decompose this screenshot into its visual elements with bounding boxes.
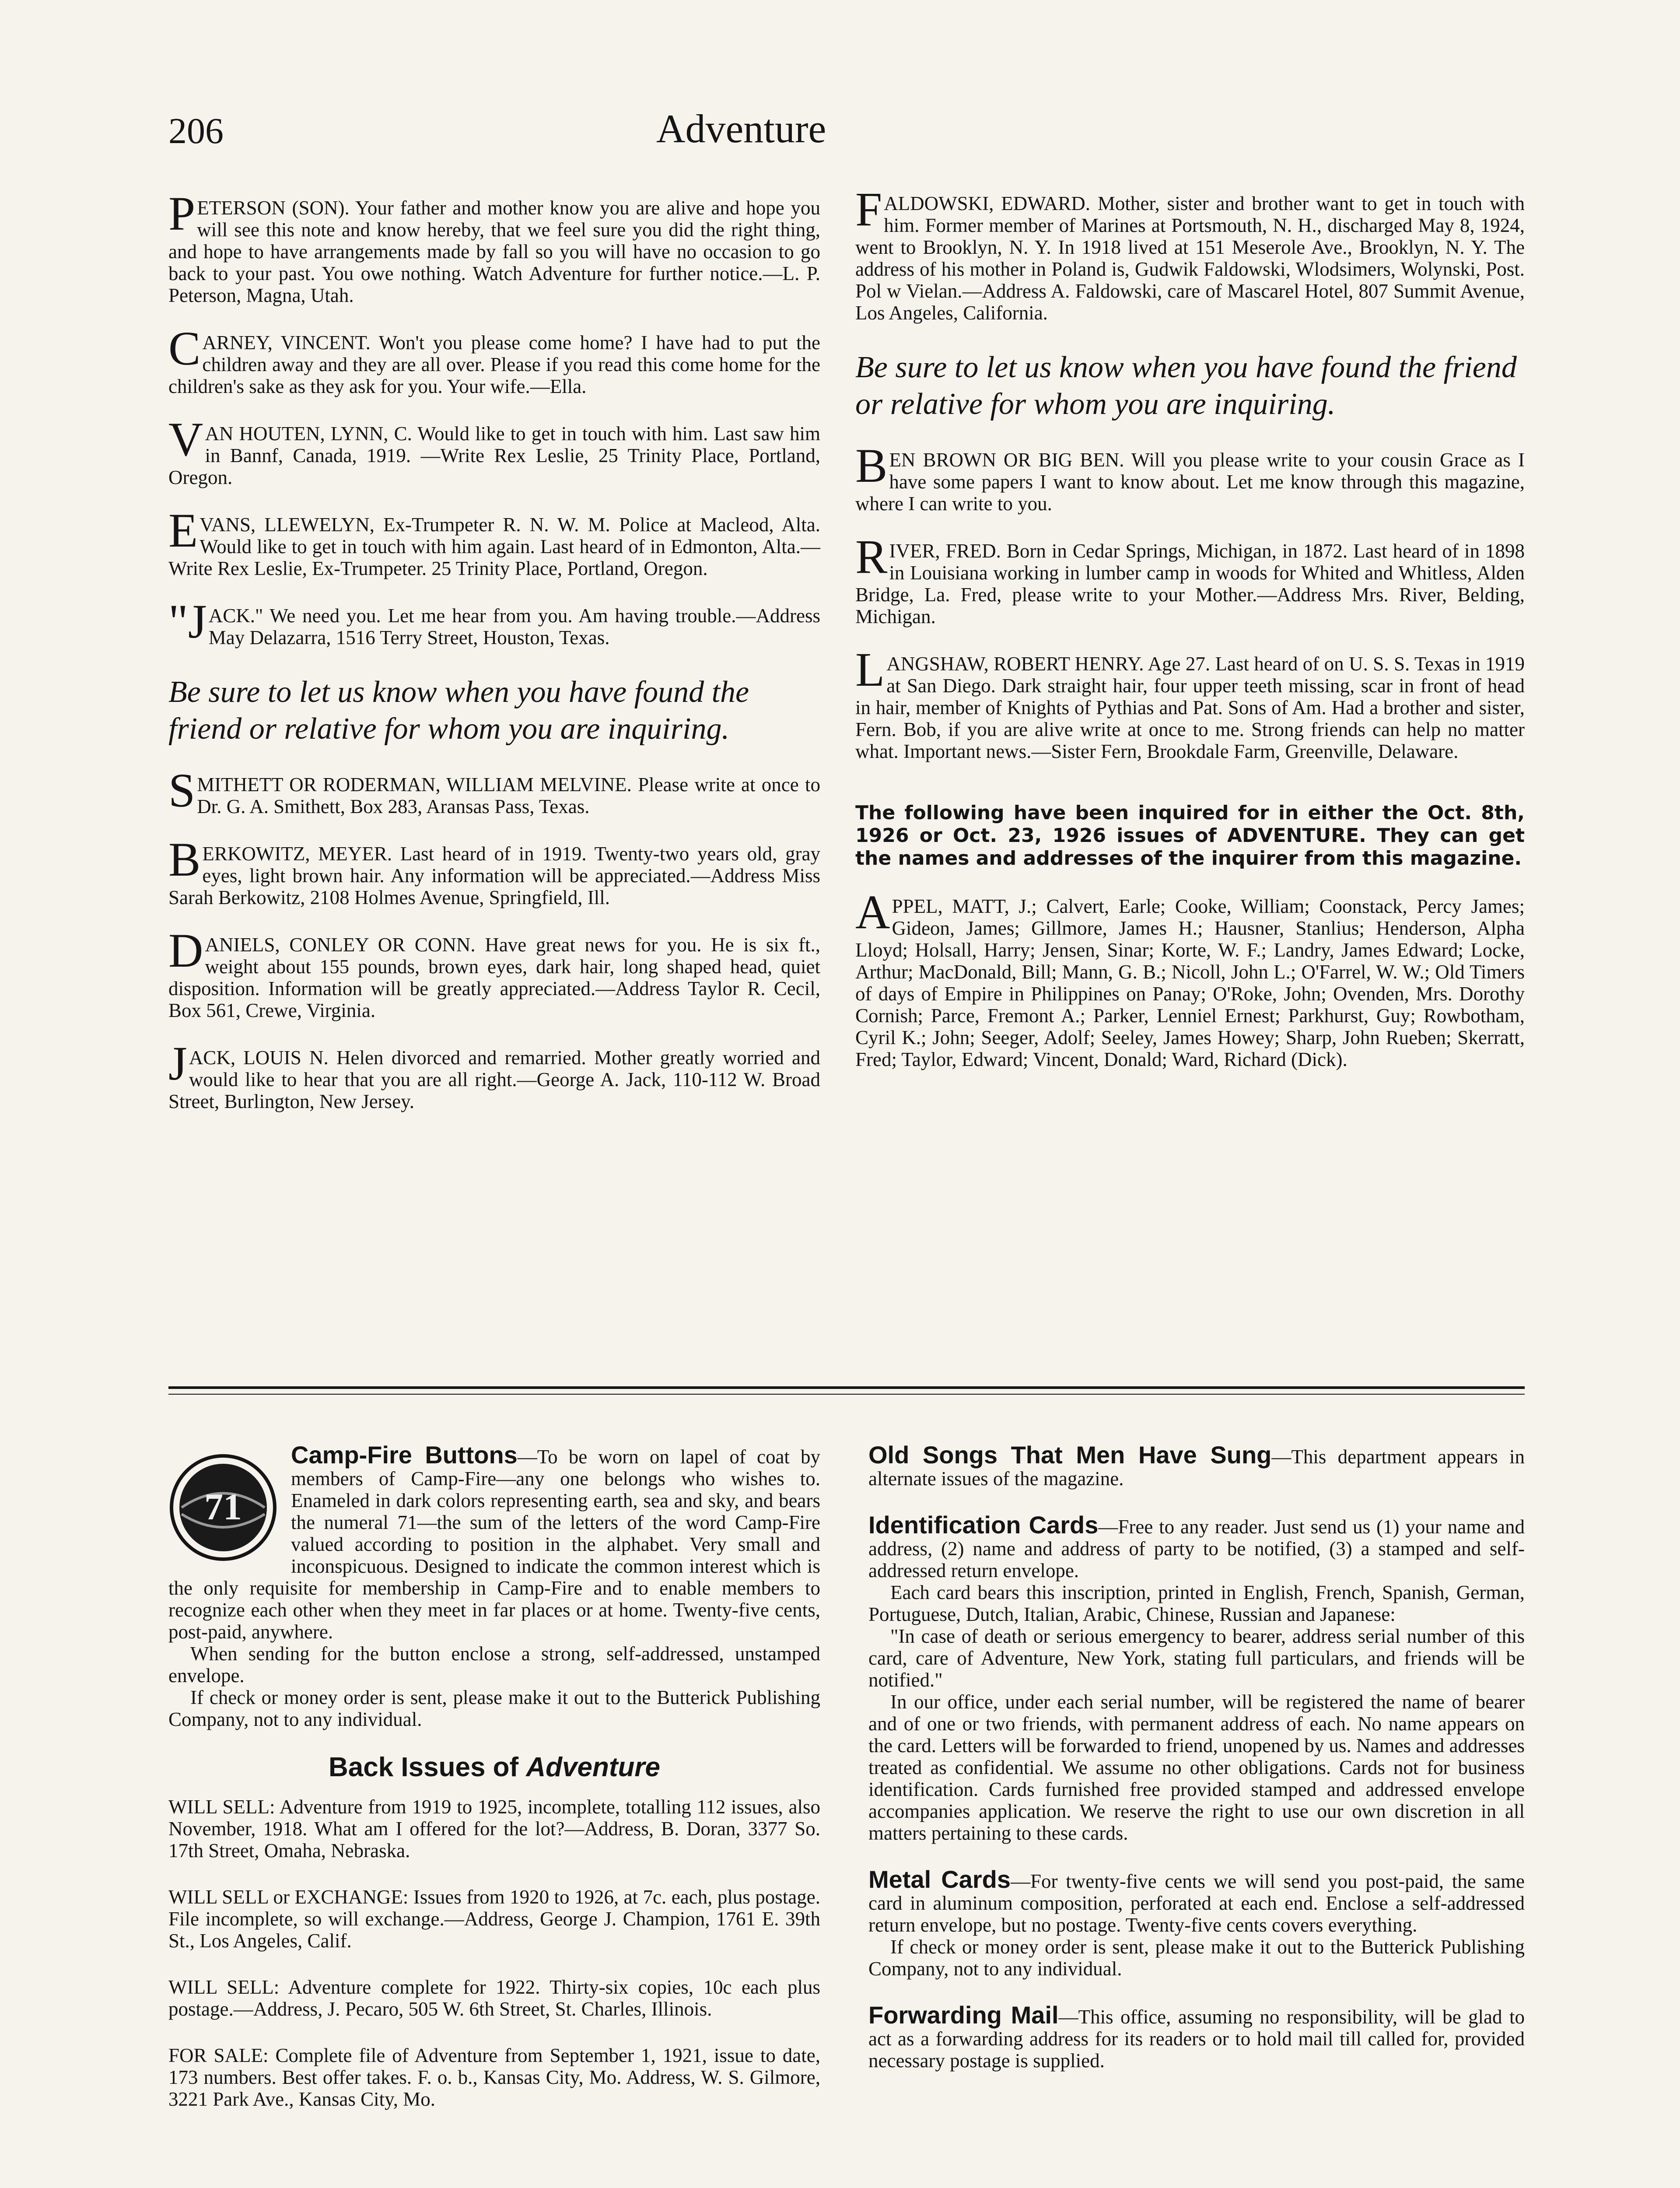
metal-cards-p2: If check or money order is sent, please make it out to the Butterick Publishing Company, not to any individual.: [868, 1936, 1525, 1980]
section-divider-thin: [168, 1394, 1525, 1395]
missing-person-notice: [168, 187, 820, 306]
campfire-title: Camp-Fire Buttons: [291, 1441, 518, 1469]
bottom-right-column: [868, 1441, 1525, 2096]
back-issue-listing: WILL SELL or EXCHANGE: Issues from 1920 to 1926, at 7c. each, plus postage. File incomplete, so will exchange.—Address, George J. Champion, 1761 E. 39th St., Los Angeles, Calif.: [168, 1886, 820, 1952]
notice-name: EN BROWN OR BIG BEN.: [889, 449, 1124, 471]
campfire-buttons-section: [168, 1441, 821, 1730]
notice-body: Would like to get in touch with him. Last saw him in Bannf, Canada, 1919. —Write Rex Leslie, 25 Trinity Place, Portland, Oregon.: [168, 423, 821, 488]
drop-cap: B: [855, 439, 888, 492]
campfire-p2: When sending for the button enclose a strong, self-addressed, unstamped envelope.: [168, 1643, 820, 1687]
missing-person-notice: [168, 924, 820, 1021]
drop-cap: R: [855, 530, 888, 583]
metal-cards-title: Metal Cards: [868, 1865, 1011, 1893]
notice-name: VANS, LLEWELYN,: [200, 514, 374, 536]
inquiry-note-right: Be sure to let us know when you have found the friend or relative for whom you are inquiring.: [855, 351, 1517, 421]
forwarding-section: [868, 2001, 1525, 2072]
old-songs-title: Old Songs That Men Have Sung: [868, 1441, 1272, 1469]
notice-body: Please write at once to Dr. G. A. Smithett, Box 283, Aransas Pass, Texas.: [197, 774, 820, 817]
notice-name: ACK.": [208, 605, 263, 627]
old-songs-section: [868, 1441, 1525, 1490]
notice-name: MITHETT OR RODERMAN, WILLIAM MELVINE.: [197, 774, 632, 796]
metal-cards-section: [868, 1865, 1525, 1980]
notice-body: Your father and mother know you are alive and hope you will see this note and know hereby, that we feel sure you did the right thing, and hope to have arrangements made by fall so you will have no occasion to go back to your past. You owe nothing. Watch Adventure for further notice.—L. P. Peterson, Magna, Utah.: [168, 197, 820, 306]
inquired-heading: The following have been inquired for in either the Oct. 8th, 1926 or Oct. 23, 1926 issues of ADVENTURE. They can get the names and addresses of the inquirer from this magazine.: [855, 802, 1525, 870]
forwarding-body: —This office, assuming no responsibility, will be glad to act as a forwarding address for its readers or to hold mail till called for, provided necessary postage is supplied.: [868, 2006, 1525, 2072]
notice-name: ERKOWITZ, MEYER.: [202, 843, 392, 865]
section-divider: [168, 1386, 1525, 1389]
notice-name: ALDOWSKI, EDWARD.: [884, 193, 1091, 214]
old-songs-body: —This department appears in alternate issues of the magazine.: [868, 1446, 1525, 1490]
notice-name: AN HOUTEN, LYNN, C.: [205, 423, 412, 445]
notice-body: Ex-Trumpeter R. N. W. M. Police at Macleod, Alta. Would like to get in touch with him again. Last heard of in Edmonton, Alta.—Write Rex Leslie, Ex-Trumpeter. 25 Trinity Place, Portland, Oregon.: [168, 514, 820, 579]
notice-body: Born in Cedar Springs, Michigan, in 1872. Last heard of in 1898 in Louisiana working in lumber camp in woods for Whited and Whitless, Alden Bridge, La. Fred, please write to your Mother.—Address Mrs. River, Belding, Michigan.: [855, 540, 1525, 628]
drop-cap: F: [855, 182, 882, 236]
drop-cap: B: [168, 833, 201, 886]
missing-person-notice: [168, 413, 821, 488]
missing-person-notice: [168, 833, 820, 908]
bottom-left-column: [168, 1441, 821, 2135]
notice-body: Helen divorced and remarried. Mother greatly worried and would like to hear that you are all right.—George A. Jack, 110-112 W. Broad Street, Burlington, New Jersey.: [168, 1047, 820, 1112]
page-number: 206: [168, 111, 224, 151]
missing-person-notice: [168, 504, 820, 579]
missing-person-notice: [168, 764, 820, 817]
drop-cap: V: [168, 413, 203, 466]
drop-cap: A: [855, 885, 890, 939]
campfire-p3: If check or money order is sent, please make it out to the Butterick Publishing Company, not to any individual.: [168, 1687, 820, 1730]
back-issue-listing: WILL SELL: Adventure from 1919 to 1925, incomplete, totalling 112 issues, also November, 1918. What am I offered for the lot?—Address, B. Doran, 3377 So. 17th Street, Omaha, Nebraska.: [168, 1796, 820, 1862]
inquired-names: PPEL, MATT, J.; Calvert, Earle; Cooke, William; Coonstack, Percy James; Gideon, James; Gillmore, James H.; Hausner, Stanlius; Henderson, Alpha Lloyd; Holsall, Harry; Jensen, Sinar; Korte, W. F.; Landry, James Edward; Locke, Arthur; MacDonald, Bill; Mann, G. B.; Nicoll, John L.; O'Farrel, W. W.; Old Timers of days of Empire in Philippines on Panay; O'Roke, John; Ovenden, Mrs. Dorothy Cornish; Parce, Fremont A.; Parker, Lenniel Ernest; Parkhurst, Guy; Rowbotham, Cyril K.; John; Seeger, Adolf; Seeley, James Howey; Sharp, John Rueben; Skerratt, Fred; Taylor, Edward; Vincent, Donald; Ward, Richard (Dick).: [855, 895, 1525, 1070]
left-column: [168, 187, 821, 1138]
back-issues-title: Back Issues of Adventure: [328, 1752, 661, 1782]
notice-body: Age 27. Last heard of on U. S. S. Texas in 1919 at San Diego. Dark straight hair, four upper teeth missing, scar in front of head in hair, member of Knights of Pythias and Pat. Sons of Am. Had a brother and sister, Fern. Bob, if you are alive write at once to me. Strong friends can help no matter what. Important news.—Sister Fern, Brookdale Farm, Greenville, Delaware.: [855, 653, 1525, 762]
missing-person-notice: [855, 182, 1525, 324]
missing-person-notice: [855, 643, 1525, 762]
missing-person-notice: [168, 1037, 820, 1112]
drop-cap: "J: [168, 595, 207, 648]
notice-body: Will you please write to your cousin Grace as I have some papers I want to know about. Let me know through this magazine, where I can write to you.: [855, 449, 1525, 515]
forwarding-title: Forwarding Mail: [868, 2001, 1059, 2029]
back-issue-listing: WILL SELL: Adventure complete for 1922. Thirty-six copies, 10c each plus postage.—Address, J. Pecaro, 505 W. 6th Street, St. Charles, Illinois.: [168, 1976, 820, 2020]
drop-cap: D: [168, 924, 203, 977]
drop-cap: S: [168, 764, 196, 817]
notice-name: ANGSHAW, ROBERT HENRY.: [886, 653, 1144, 675]
drop-cap: C: [168, 322, 201, 375]
metal-cards-body: —For twenty-five cents we will send you post-paid, the same card in aluminum composition, perforated at each end. Enclose a self-addressed return envelope, but no postage. Twenty-five cents covers everything.: [868, 1870, 1525, 1936]
inquired-list: [855, 885, 1525, 1070]
id-cards-p4: In our office, under each serial number, will be registered the name of bearer and of one or two friends, with permanent address of each. No name appears on the card. Letters will be forwarded to friend, unopened by us. Names and addresses treated as confidential. We assume no other obligations. Cards not for business identification. Cards furnished free provided stamped and addressed envelope accompanies application. We reserve the right to use our own discretion in all matters pertaining to these cards.: [868, 1691, 1525, 1844]
campfire-badge-icon: [168, 1453, 278, 1562]
campfire-badge-number: 71: [204, 1486, 242, 1528]
drop-cap: P: [168, 187, 196, 240]
notice-name: ETERSON (SON).: [197, 197, 350, 219]
drop-cap: L: [855, 643, 885, 696]
missing-person-notice: [855, 439, 1525, 515]
notice-name: ANIELS, CONLEY OR CONN.: [205, 934, 476, 956]
notice-body: Last heard of in 1919. Twenty-two years old, gray eyes, light brown hair. Any information will be appreciated.—Address Miss Sarah Berkowitz, 2108 Holmes Avenue, Springfield, Ill.: [168, 843, 820, 908]
missing-person-notice: [855, 530, 1525, 628]
notice-body: Mother, sister and brother want to get in touch with him. Former member of Marines at Portsmouth, N. H., discharged May 8, 1924, went to Brooklyn, N. Y. In 1918 lived at 151 Meserole Ave., Brooklyn, N. Y. The address of his mother in Poland is, Gudwik Faldowski, Wlodsimers, Wolynski, Post. Pol w Vielan.—Address A. Faldowski, care of Mascarel Hotel, 807 Summit Avenue, Los Angeles, California.: [855, 193, 1525, 324]
notice-name: ACK, LOUIS N.: [189, 1047, 329, 1069]
back-issue-listing: FOR SALE: Complete file of Adventure from September 1, 1921, issue to date, 173 numbers. Best offer takes. F. o. b., Kansas City, Mo. Address, W. S. Gilmore, 3221 Park Ave., Kansas City, Mo.: [168, 2044, 820, 2110]
missing-person-notice: [168, 322, 820, 397]
notice-body: Won't you please come home? I have had to put the children away and they are all over. Please if you read this come home for the children's sake as they ask for you. Your wife.—Ella.: [168, 332, 820, 397]
id-cards-title: Identification Cards: [868, 1511, 1099, 1539]
notice-name: ARNEY, VINCENT.: [202, 332, 371, 354]
inquiry-note: Be sure to let us know when you have found the friend or relative for whom you are inquiring.: [168, 675, 749, 746]
notice-body: Have great news for you. He is six ft., weight about 155 pounds, brown eyes, dark hair, long shaped head, quiet disposition. Information will be greatly appreciated.—Address Taylor R. Cecil, Box 561, Crewe, Virginia.: [168, 934, 820, 1021]
campfire-body: —To be worn on lapel of coat by members of Camp-Fire—any one belongs who wishes to. Enameled in dark colors representing earth, sea and sky, and bears the numeral 71—the sum of the letters of the word Camp-Fire valued according to position in the alphabet. Very small and inconspicuous. Designed to indicate the common interest which is the only requisite for membership in Camp-Fire and to enable members to recognize each other when they meet in far places or at home. Twenty-five cents, post-paid, anywhere.: [168, 1446, 821, 1643]
id-cards-p3: "In case of death or serious emergency to bearer, address serial number of this card, care of Adventure, New York, stating full particulars, and friends will be notified.": [868, 1625, 1525, 1691]
id-cards-body: —Free to any reader. Just send us (1) your name and address, (2) name and address of party to be notified, (3) a stamped and self-addressed return envelope.: [868, 1516, 1525, 1581]
right-column: [855, 182, 1525, 1096]
notice-body: We need you. Let me hear from you. Am having trouble.—Address May Delazarra, 1516 Terry Street, Houston, Texas.: [208, 605, 820, 649]
notice-name: IVER, FRED.: [889, 540, 1001, 562]
id-cards-p2: Each card bears this inscription, printed in English, French, Spanish, German, Portuguese, Dutch, Italian, Arabic, Chinese, Russian and Japanese:: [868, 1581, 1525, 1625]
drop-cap: E: [168, 504, 198, 557]
missing-person-notice: [168, 595, 820, 649]
id-cards-section: [868, 1511, 1525, 1844]
magazine-title: Adventure: [656, 106, 826, 151]
drop-cap: J: [168, 1037, 187, 1090]
